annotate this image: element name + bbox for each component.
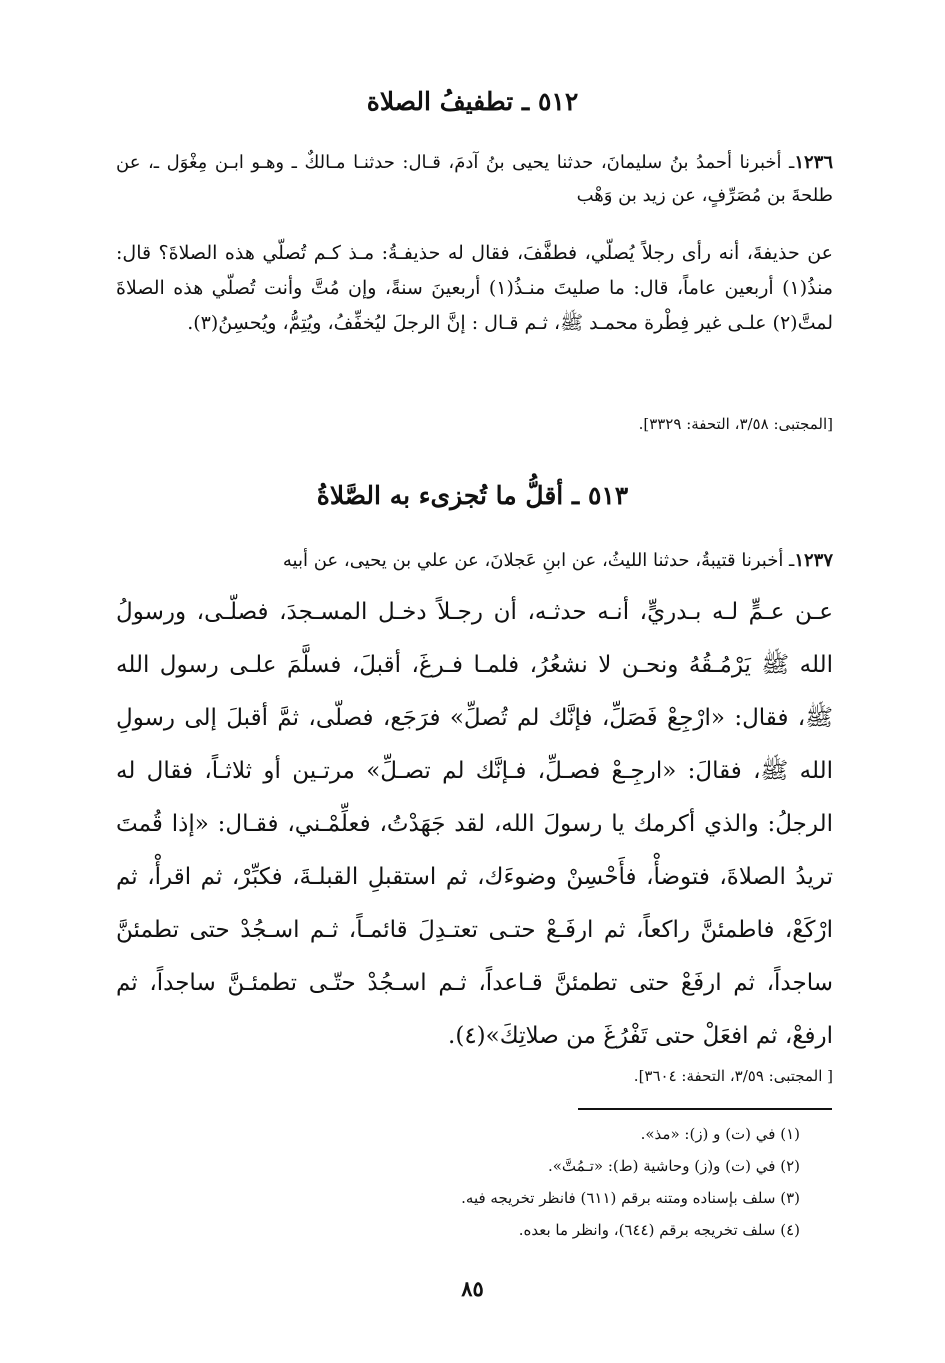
footnotes — [116, 1118, 800, 1246]
hadith-1236-reference: [المجتبى: ٣/٥٨، التحفة: ٣٣٢٩]. — [638, 415, 833, 433]
footnote-4: (٤) سلف تخريجه برقم (٦٤٤)، وانظر ما بعده. — [518, 1221, 800, 1239]
page-number: ٨٥ — [461, 1276, 484, 1301]
footnote-separator — [578, 1108, 832, 1110]
hadith-number-1237: ١٢٣٧ — [794, 550, 833, 571]
hadith-1236-isnad — [116, 146, 833, 212]
hadith-1237-isnad — [116, 544, 833, 577]
hadith-1236-chain: ـ أخبرنا أحمدُ بنُ سليمانَ، حدثنا يحيى بنُ آدمَ، قـال: حدثنـا مـالكٌ ـ وهـو ابـن مِغْوَل ـ، عن طلحةَ بن مُصَرِّفٍ، عن زيد بن وَهْب — [116, 152, 833, 206]
hadith-number-1236: ١٢٣٦ — [794, 152, 833, 173]
hadith-1236-text: عن حذيفةَ، أنه رأى رجلاً يُصلّي، فطفَّفَ، فقال له حذيفـةُ: مـذ كـم تُصلّي هذه الصلاةَ؟ قال: منذُ(١) أربعين عاماً، قال: ما صليتَ منـذُ(١) أربعينَ سنةً، وإن مُتَّ وأنت تُصلّي هذه الصلاةَ لمتَّ(٢) علـى غير فِطْرة محمـد ﷺ، ثـم قـال : إنَّ الرجلَ ليُخفِّفُ، ويُتِمُّ، ويُحسِنُ(٣). — [116, 242, 833, 334]
footnote-3: (٣) سلف بإسناده ومتنه برقم (٦١١) فانظر تخريجه فيه. — [461, 1189, 800, 1207]
chapter-heading-513: ٥١٣ ـ أقلُّ ما تُجزىء به الصَّلاةُ — [316, 481, 629, 510]
footnote-2: (٢) في (ت) و(ز) وحاشية (ط): «تـمُتَّ». — [547, 1157, 800, 1175]
hadith-1237-chain: ـ أخبرنا قتيبةُ، حدثنا الليثُ، عن ابنِ عَجلانَ، عن علي بن يحيى، عن أبيه — [282, 550, 795, 571]
footnote-1: (١) في (ت) و (ز): «مذ». — [640, 1125, 800, 1143]
hadith-1237-text: عـن عـمٍّ لـه بـدريٍّ، أنـه حدثـه، أن رجـلاً دخـل المسـجدَ، فصلّـى، ورسولُ الله ﷺ يَرْمُـقُهُ ونحـن لا نشعُرُ، فلمـا فـرغَ، أقبلَ، فسلَّمَ علـى رسول الله ﷺ، فقال: «ارْجِعْ فَصَلِّ، فإنَّك لم تُصلِّ» فرَجَع، فصلّى، ثمَّ أقبلَ إلى رسولِ الله ﷺ، فقالَ: «ارجِـعْ فصـلِّ، فـإنَّك لم تصـلِّ» مرتـين أو ثلاثـاً، فقال له الرجلُ: والذي أكرمك يا رسولَ الله، لقد جَهَدْتُ، فعلِّمْـني، فقـال: «إذا قُمتَ تريدُ الصلاةَ، فتوضأْ، فأَحْسِنْ وضوءَك، ثم استقبلِ القبلـةَ، فكبِّرْ، ثم اقرأْ، ثم ارْكَعْ، فاطمئنَّ راكعاً، ثم ارفَـعْ حتـى تعتـدِلَ قائمـاً، ثـم اسـجُدْ حتى تطمئنَّ ساجداً، ثم ارفَعْ حتى تطمئنَّ قـاعداً، ثـم اسـجُدْ حتّـى تطمئـنَّ ساجداً، ثم ارفعْ، ثم افعَلْ حتى تَفْرُغَ من صلاتِكَ»(٤). — [116, 599, 833, 1049]
hadith-1237-reference: [ المجتبى: ٣/٥٩، التحفة: ٣٦٠٤]. — [633, 1067, 833, 1085]
chapter-heading-512: ٥١٢ ـ تطفيفُ الصلاة — [366, 87, 579, 116]
